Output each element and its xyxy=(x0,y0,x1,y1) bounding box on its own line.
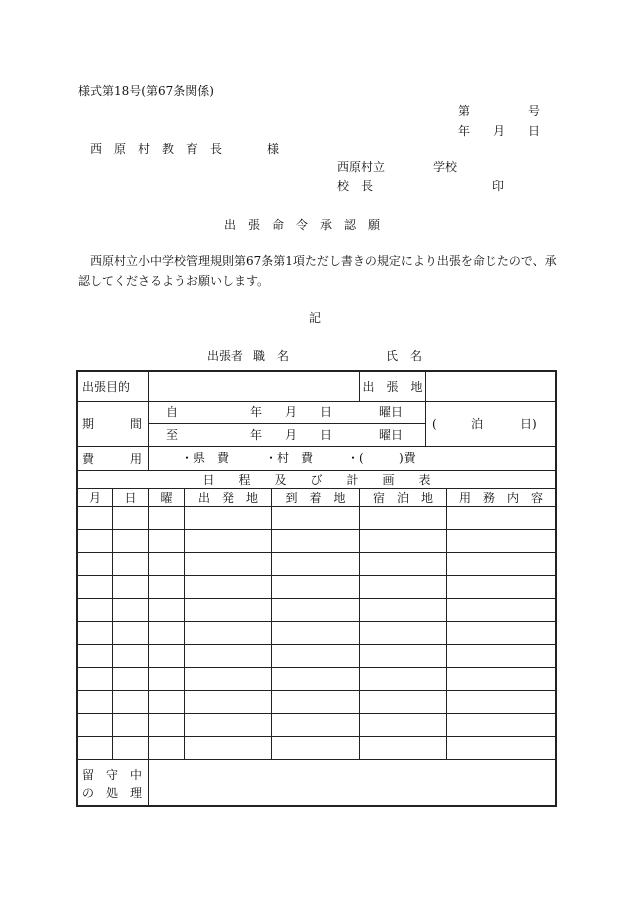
schedule-cell[interactable] xyxy=(113,507,148,529)
schedule-cell[interactable] xyxy=(113,691,148,713)
cost-label: 費 用 xyxy=(82,451,143,466)
schedule-cell[interactable] xyxy=(78,668,112,690)
schedule-cell[interactable] xyxy=(447,530,554,552)
schedule-cell[interactable] xyxy=(78,576,112,598)
schedule-cell[interactable] xyxy=(149,714,184,736)
schedule-cell[interactable] xyxy=(360,645,446,667)
schedule-cell[interactable] xyxy=(447,507,554,529)
seal-mark: 印 xyxy=(492,179,505,193)
schedule-cell[interactable] xyxy=(113,553,148,575)
column-header-lodging: 宿 泊 地 xyxy=(372,490,433,505)
schedule-cell[interactable] xyxy=(149,576,184,598)
schedule-cell[interactable] xyxy=(272,599,359,621)
schedule-cell[interactable] xyxy=(185,576,271,598)
school-prefix: 西原村立 xyxy=(337,160,386,174)
schedule-cell[interactable] xyxy=(78,507,112,529)
date-month: 月 xyxy=(493,124,506,138)
schedule-cell[interactable] xyxy=(113,737,148,759)
column-header-departure: 出 発 地 xyxy=(197,490,258,505)
schedule-cell[interactable] xyxy=(185,622,271,644)
period-from-month: 月 xyxy=(285,405,298,419)
period-to-month: 月 xyxy=(285,428,298,442)
schedule-cell[interactable] xyxy=(185,691,271,713)
schedule-cell[interactable] xyxy=(149,645,184,667)
schedule-cell[interactable] xyxy=(185,507,271,529)
nights-label: 泊 xyxy=(471,417,484,431)
schedule-cell[interactable] xyxy=(78,530,112,552)
schedule-cell[interactable] xyxy=(447,599,554,621)
schedule-cell[interactable] xyxy=(185,714,271,736)
schedule-cell[interactable] xyxy=(78,737,112,759)
schedule-cell[interactable] xyxy=(447,714,554,736)
schedule-cell[interactable] xyxy=(360,553,446,575)
date-day: 日 xyxy=(528,124,541,138)
schedule-cell[interactable] xyxy=(360,530,446,552)
schedule-cell[interactable] xyxy=(149,737,184,759)
school-suffix: 学校 xyxy=(433,160,458,174)
column-header-arrival: 到 着 地 xyxy=(285,490,346,505)
schedule-cell[interactable] xyxy=(149,691,184,713)
schedule-cell[interactable] xyxy=(149,553,184,575)
schedule-cell[interactable] xyxy=(272,530,359,552)
schedule-cell[interactable] xyxy=(185,553,271,575)
schedule-cell[interactable] xyxy=(360,576,446,598)
schedule-cell[interactable] xyxy=(360,714,446,736)
schedule-cell[interactable] xyxy=(447,668,554,690)
body-text-line2: 認してくださるようお願いします。 xyxy=(78,274,270,288)
traveler-position-label: 職 名 xyxy=(253,349,290,363)
schedule-cell[interactable] xyxy=(185,737,271,759)
schedule-cell[interactable] xyxy=(78,645,112,667)
schedule-cell[interactable] xyxy=(447,645,554,667)
remain-label-line1: 留 守 中 xyxy=(82,768,143,782)
schedule-cell[interactable] xyxy=(272,691,359,713)
honorific: 様 xyxy=(267,142,280,156)
schedule-cell[interactable] xyxy=(78,599,112,621)
schedule-cell[interactable] xyxy=(447,737,554,759)
traveler-name-label: 氏 名 xyxy=(386,349,423,363)
schedule-cell[interactable] xyxy=(272,737,359,759)
purpose-label: 出張目的 xyxy=(82,379,131,394)
schedule-cell[interactable] xyxy=(360,668,446,690)
addressee: 西 原 村 教 育 長 xyxy=(90,142,223,156)
schedule-cell[interactable] xyxy=(360,507,446,529)
doc-number-suffix: 号 xyxy=(528,104,541,118)
schedule-cell[interactable] xyxy=(272,622,359,644)
schedule-cell[interactable] xyxy=(447,691,554,713)
column-header-weekday: 曜 xyxy=(160,490,173,505)
remain-label-line2: の 処 理 xyxy=(82,786,143,800)
schedule-cell[interactable] xyxy=(185,530,271,552)
schedule-cell[interactable] xyxy=(185,599,271,621)
schedule-cell[interactable] xyxy=(447,576,554,598)
period-to-day: 日 xyxy=(320,428,333,442)
schedule-cell[interactable] xyxy=(78,553,112,575)
nights-close: 日) xyxy=(520,417,537,431)
body-text-line1: 西原村立小中学校管理規則第67条第1項ただし書きの規定により出張を命じたので、承 xyxy=(90,254,557,268)
nights-open: ( xyxy=(432,417,437,431)
date-year: 年 xyxy=(458,124,471,138)
column-header-month: 月 xyxy=(88,490,101,505)
period-from-label: 自 xyxy=(166,405,179,419)
period-from-year: 年 xyxy=(250,405,263,419)
schedule-cell[interactable] xyxy=(78,714,112,736)
schedule-cell[interactable] xyxy=(149,668,184,690)
schedule-cell[interactable] xyxy=(272,576,359,598)
schedule-cell[interactable] xyxy=(272,645,359,667)
cost-other-close: )費 xyxy=(399,451,416,465)
principal-label: 校 長 xyxy=(337,179,374,193)
schedule-cell[interactable] xyxy=(447,553,554,575)
schedule-cell[interactable] xyxy=(272,668,359,690)
schedule-cell[interactable] xyxy=(360,599,446,621)
schedule-cell[interactable] xyxy=(113,599,148,621)
schedule-cell[interactable] xyxy=(78,622,112,644)
period-to-label: 至 xyxy=(166,428,179,442)
form-number-label: 様式第18号(第67条関係) xyxy=(78,84,214,98)
cost-prefecture-option[interactable]: ・県 費 xyxy=(181,451,230,465)
schedule-cell[interactable] xyxy=(360,737,446,759)
traveler-label: 出張者 xyxy=(207,349,244,363)
document-title: 出 張 命 令 承 認 願 xyxy=(224,218,381,232)
schedule-cell[interactable] xyxy=(149,622,184,644)
period-to-weekday: 曜日 xyxy=(379,428,404,442)
schedule-cell[interactable] xyxy=(272,714,359,736)
schedule-cell[interactable] xyxy=(113,530,148,552)
schedule-cell[interactable] xyxy=(149,530,184,552)
schedule-cell[interactable] xyxy=(185,668,271,690)
purpose-field[interactable] xyxy=(150,372,358,401)
schedule-cell[interactable] xyxy=(113,622,148,644)
schedule-cell[interactable] xyxy=(78,691,112,713)
cost-other-open: ・( xyxy=(347,451,364,465)
schedule-cell[interactable] xyxy=(149,507,184,529)
schedule-cell[interactable] xyxy=(113,668,148,690)
ki-mark: 記 xyxy=(309,311,322,325)
schedule-cell[interactable] xyxy=(272,507,359,529)
schedule-cell[interactable] xyxy=(149,599,184,621)
period-label: 期 間 xyxy=(82,417,143,431)
schedule-cell[interactable] xyxy=(113,576,148,598)
schedule-title: 日 程 及 び 計 画 表 xyxy=(202,472,431,487)
remain-field[interactable] xyxy=(150,761,554,804)
doc-number-prefix: 第 xyxy=(458,104,471,118)
column-header-day: 日 xyxy=(124,490,137,505)
schedule-cell[interactable] xyxy=(113,714,148,736)
cost-village-option[interactable]: ・村 費 xyxy=(265,451,314,465)
period-to-year: 年 xyxy=(250,428,263,442)
schedule-cell[interactable] xyxy=(360,691,446,713)
column-header-business: 用 務 内 容 xyxy=(458,490,543,505)
period-from-weekday: 曜日 xyxy=(379,405,404,419)
period-from-day: 日 xyxy=(320,405,333,419)
destination-label: 出 張 地 xyxy=(362,379,423,394)
schedule-cell[interactable] xyxy=(360,622,446,644)
schedule-cell[interactable] xyxy=(447,622,554,644)
schedule-cell[interactable] xyxy=(272,553,359,575)
destination-field[interactable] xyxy=(427,372,554,401)
schedule-cell[interactable] xyxy=(185,645,271,667)
schedule-cell[interactable] xyxy=(113,645,148,667)
